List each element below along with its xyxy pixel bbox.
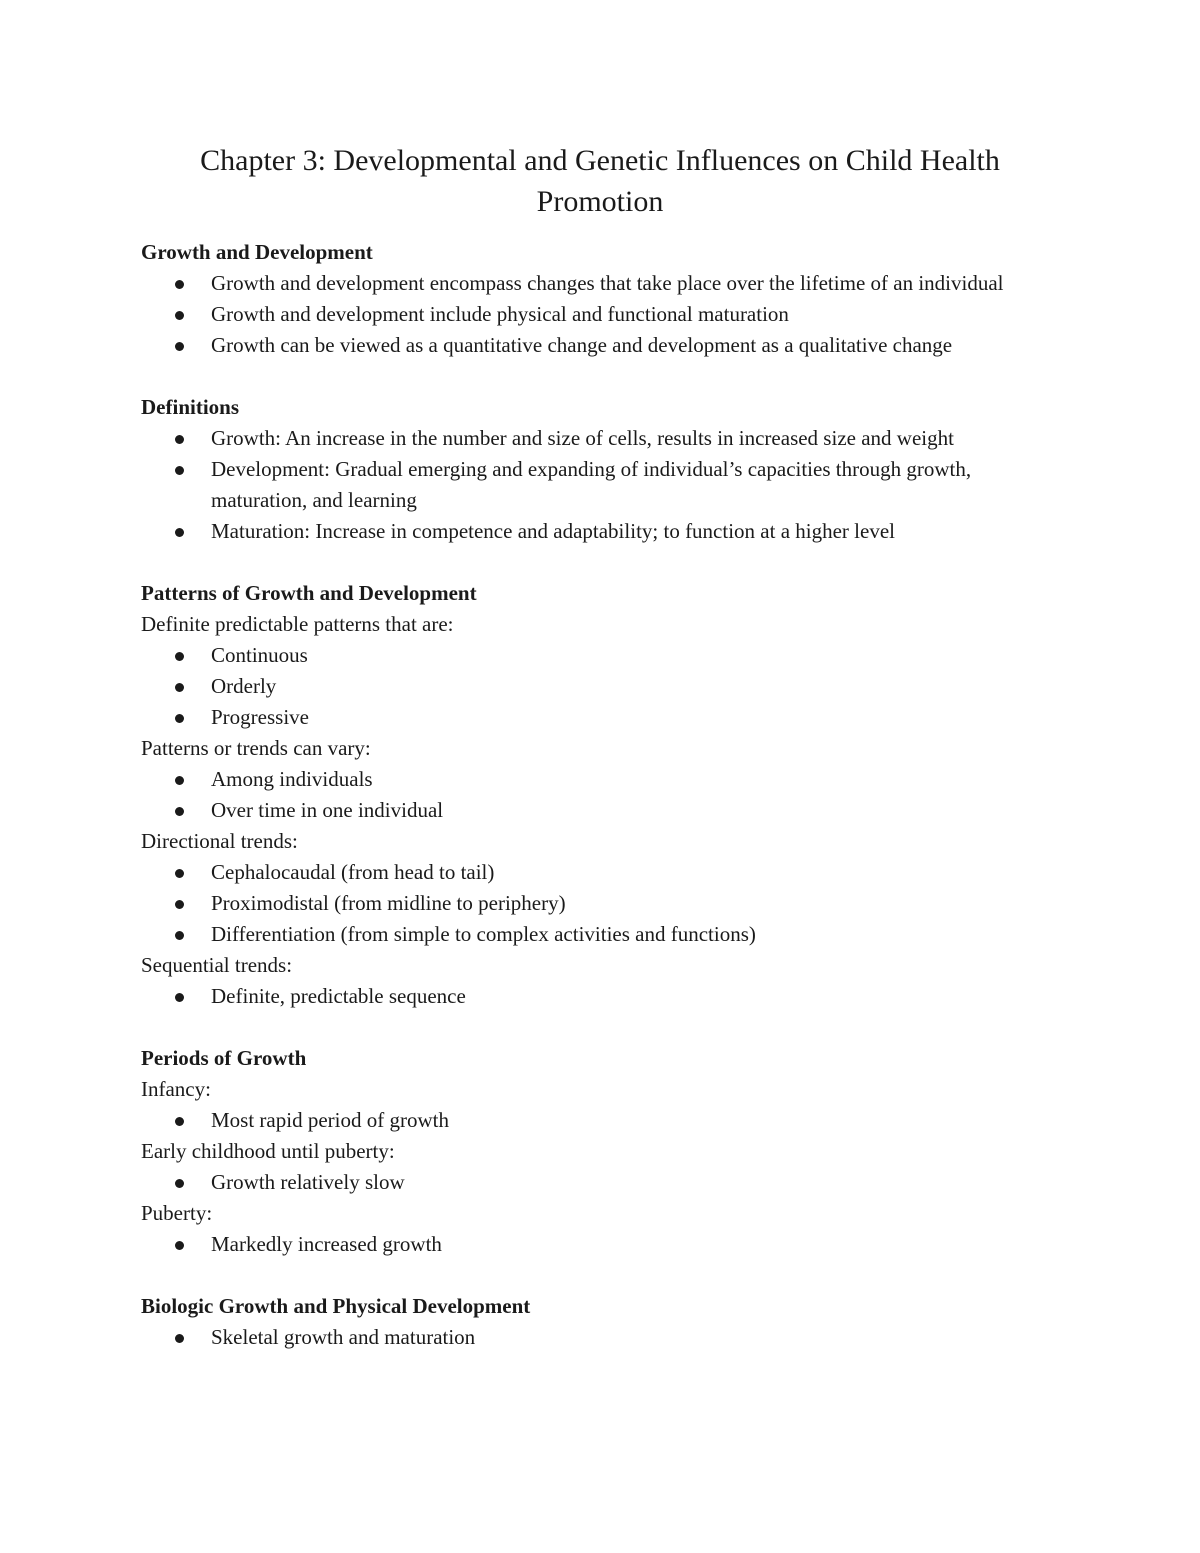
bullet-icon	[175, 311, 184, 320]
bullet-icon	[175, 280, 184, 289]
list-item	[141, 1105, 1061, 1136]
bullet-icon	[175, 342, 184, 351]
bullet-list	[141, 1105, 1061, 1136]
bullet-icon	[175, 869, 184, 878]
bullet-icon	[175, 1334, 184, 1343]
list-item	[141, 857, 1061, 888]
list-item	[141, 764, 1061, 795]
list-item	[141, 423, 1061, 454]
page-title: Chapter 3: Developmental and Genetic Influences on Child Health Promotion	[200, 144, 1000, 218]
list-item	[141, 1322, 1061, 1353]
bullet-icon	[175, 1241, 184, 1250]
list-item-text: Among individuals	[211, 767, 373, 791]
section-heading: Periods of Growth	[141, 1046, 307, 1070]
list-item-text: Maturation: Increase in competence and adaptability; to function at a higher level	[211, 519, 895, 543]
bullet-list	[141, 764, 1061, 826]
bullet-icon	[175, 1117, 184, 1126]
bullet-list	[141, 268, 1061, 361]
section	[141, 1291, 1061, 1353]
sections-container	[141, 237, 1061, 1353]
bullet-icon	[175, 435, 184, 444]
bullet-icon	[175, 993, 184, 1002]
list-item-text: Growth and development include physical and functional maturation	[211, 302, 789, 326]
section-heading: Biologic Growth and Physical Development	[141, 1294, 531, 1318]
bullet-list	[141, 1167, 1061, 1198]
list-item-text: Definite, predictable sequence	[211, 984, 466, 1008]
bullet-list	[141, 1322, 1061, 1353]
section	[141, 392, 1061, 547]
list-item-text: Markedly increased growth	[211, 1232, 442, 1256]
section	[141, 578, 1061, 1012]
bullet-list	[141, 1229, 1061, 1260]
bullet-icon	[175, 528, 184, 537]
list-item	[141, 981, 1061, 1012]
bullet-icon	[175, 683, 184, 692]
group-lead-text: Infancy:	[141, 1077, 211, 1101]
list-item	[141, 330, 1061, 361]
bullet-icon	[175, 776, 184, 785]
list-item	[141, 454, 1061, 516]
bullet-icon	[175, 466, 184, 475]
bullet-icon	[175, 714, 184, 723]
bullet-icon	[175, 931, 184, 940]
list-item	[141, 268, 1061, 299]
list-item-text: Growth: An increase in the number and size of cells, results in increased size and weight	[211, 426, 954, 450]
list-item-text: Cephalocaudal (from head to tail)	[211, 860, 495, 884]
list-item-text: Growth and development encompass changes that take place over the lifetime of an individual	[211, 271, 1004, 295]
list-item	[141, 888, 1061, 919]
list-item-text: Differentiation (from simple to complex activities and functions)	[211, 922, 756, 946]
bullet-list	[141, 640, 1061, 733]
group-lead-text: Early childhood until puberty:	[141, 1139, 395, 1163]
list-item	[141, 299, 1061, 330]
section-heading: Growth and Development	[141, 240, 373, 264]
list-item	[141, 640, 1061, 671]
bullet-icon	[175, 900, 184, 909]
list-item	[141, 795, 1061, 826]
section	[141, 1043, 1061, 1260]
list-item-text: Growth can be viewed as a quantitative change and development as a qualitative change	[211, 333, 953, 357]
document-body	[141, 140, 1061, 1384]
list-item-text: Most rapid period of growth	[211, 1108, 449, 1132]
list-item-text: Skeletal growth and maturation	[211, 1325, 476, 1349]
section	[141, 237, 1061, 361]
list-item	[141, 702, 1061, 733]
list-item	[141, 516, 1061, 547]
section-heading: Definitions	[141, 395, 240, 419]
list-item-text: Continuous	[211, 643, 308, 667]
group-lead-text: Sequential trends:	[141, 953, 293, 977]
section-heading: Patterns of Growth and Development	[141, 581, 477, 605]
group-lead-text: Directional trends:	[141, 829, 298, 853]
bullet-list	[141, 423, 1061, 547]
group-lead-text: Puberty:	[141, 1201, 213, 1225]
bullet-icon	[175, 1179, 184, 1188]
list-item-text: Progressive	[211, 705, 309, 729]
list-item	[141, 1167, 1061, 1198]
group-lead-text: Patterns or trends can vary:	[141, 736, 371, 760]
group-lead-text: Definite predictable patterns that are:	[141, 612, 454, 636]
list-item	[141, 671, 1061, 702]
list-item-text: Growth relatively slow	[211, 1170, 405, 1194]
list-item	[141, 1229, 1061, 1260]
bullet-icon	[175, 807, 184, 816]
list-item	[141, 919, 1061, 950]
list-item-text: Orderly	[211, 674, 277, 698]
list-item-text: Over time in one individual	[211, 798, 444, 822]
bullet-list	[141, 857, 1061, 950]
list-item-text: Development: Gradual emerging and expanding of individual’s capacities through growth, maturation, and learning	[211, 457, 972, 512]
list-item-text: Proximodistal (from midline to periphery)	[211, 891, 566, 915]
bullet-icon	[175, 652, 184, 661]
bullet-list	[141, 981, 1061, 1012]
